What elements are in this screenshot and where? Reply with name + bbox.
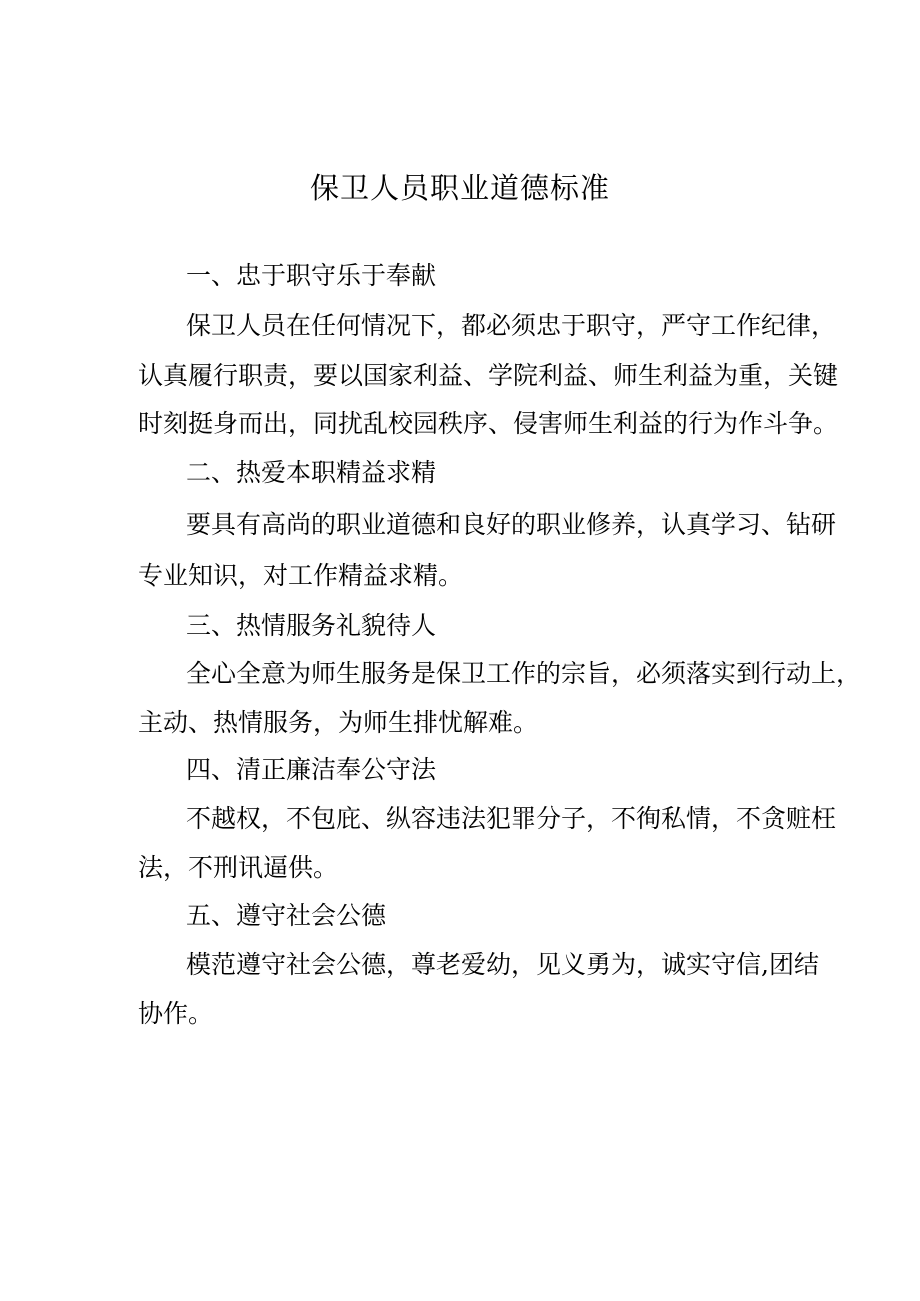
section-heading-4: 四、清正廉洁奉公守法	[186, 755, 437, 784]
paragraph-line: 时刻挺身而出，同扰乱校园秩序、侵害师生利益的行为作斗争。	[138, 409, 839, 438]
paragraph-line: 认真履行职责，要以国家利益、学院利益、师生利益为重，关键	[138, 361, 839, 390]
section-heading-5: 五、遵守社会公德	[186, 901, 387, 930]
paragraph-line: 模范遵守社会公德，尊老爱幼，见义勇为，诚实守信,团结	[186, 950, 819, 979]
paragraph-line: 主动、热情服务，为师生排忧解难。	[138, 708, 539, 737]
section-heading-1: 一、忠于职守乐于奉献	[186, 261, 437, 290]
document-title: 保卫人员职业道德标准	[309, 171, 610, 205]
section-heading-2: 二、热爱本职精益求精	[186, 458, 437, 487]
paragraph-line: 法，不刑讯逼供。	[138, 853, 339, 882]
paragraph-line: 不越权，不包庇、纵容违法犯罪分子，不徇私情，不贪赃枉	[186, 804, 837, 833]
paragraph-line: 协作。	[138, 999, 214, 1028]
paragraph-line: 保卫人员在任何情况下，都必须忠于职守，严守工作纪律，	[186, 311, 837, 340]
section-heading-3: 三、热情服务礼貌待人	[186, 611, 437, 640]
paragraph-line: 要具有高尚的职业道德和良好的职业修养，认真学习、钻研	[186, 510, 837, 539]
paragraph-line: 专业知识，对工作精益求精。	[138, 561, 464, 590]
paragraph-line: 全心全意为师生服务是保卫工作的宗旨，必须落实到行动上，	[186, 659, 862, 688]
